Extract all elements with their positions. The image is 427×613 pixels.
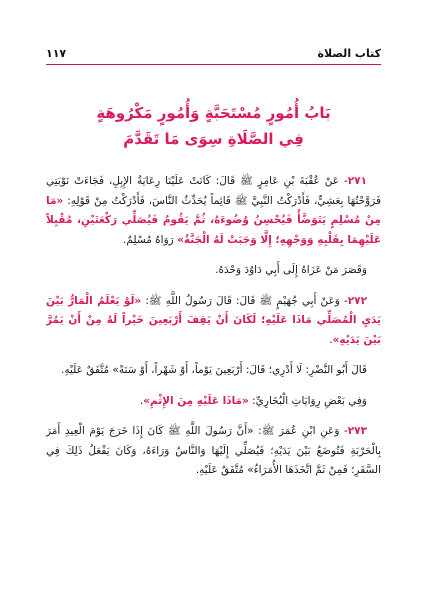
hadith-source: رَوَاهُ مُسْلِمٌ. <box>123 233 178 246</box>
page-body <box>46 172 381 593</box>
hadith-quote: «لَوْ يَعْلَمُ الْمَارُّ بَيْنَ يَدَيِ الْمُصَلِّي مَاذَا عَلَيْهِ؛ لَكَانَ أَنْ يَقِفَ أَرْبَعِينَ خَيْراً لَهُ مِنْ أَنْ يَمُرَّ بَيْنَ يَدَيْهِ» <box>46 294 381 346</box>
note-intro: وَفِي بَعْضِ رِوَايَاتِ الْبُخَارِيِّ: <box>248 394 367 407</box>
hadith-272 <box>46 292 381 351</box>
hadith-source: . <box>329 333 333 346</box>
hadith-271 <box>46 172 381 250</box>
note-271: وَقَصَرَ مَنْ عَزَاهُ إِلَى أَبِي دَاوُدَ وَحْدَهُ. <box>215 264 367 276</box>
hadith-quote: «مَا مِنْ مُسْلِمٍ يَتَوَضَّأُ فَيُحْسِنُ وُضُوءَهُ، ثُمَّ يَقُومُ فَيُصَلِّي رَكْعَتَيْنِ، مُقْبِلاً عَلَيْهِمَا بِقَلْبِهِ وَوَجْهِهِ؛ إِلَّا وَجَبَتْ لَهُ الْجَنَّةُ» <box>46 194 381 246</box>
heading-line-1: بَابُ أُمُورٍ مُسْتَحَبَّةٍ وَأُمُورٍ مَكْرُوهَةٍ <box>96 104 331 122</box>
page-number: ١١٧ <box>46 47 67 60</box>
hadith-number: ٢٧٣ <box>347 425 367 437</box>
note-end: . <box>139 394 144 407</box>
heading-line-2: فِي الصَّلَاةِ سِوَى مَا تَقَدَّمَ <box>123 130 304 148</box>
hadith-text: - وَعَنِ ابْنِ عُمَرَ ﷺ: «أَنَّ رَسُولَ اللَّهِ ﷺ كَانَ إِذَا خَرَجَ يَوْمَ الْعِيدِ أَمَرَ بِالْحَرْبَةِ فَتُوضَعُ بَيْنَ يَدَيْهِ؛ فَيُصَلِّي إِلَيْهَا وَالنَّاسُ وَرَاءَهُ، وَكَانَ يَفْعَلُ ذَلِكَ فِي السَّفَرِ؛ فَمِنْ ثَمَّ اتَّخَذَهَا الأُمَرَاءُ» مُتَّفَقٌ عَلَيْهِ. <box>46 425 381 476</box>
hadith-intro: - وَعَنْ أَبِي جُهَيْمٍ ﷺ قَالَ: قَالَ رَسُولُ اللَّهِ ﷺ: <box>141 294 348 307</box>
note-272-a: قَالَ أَبُو النَّضْرِ: لَا أَدْرِي؛ قَالَ: أَرْبَعِينَ يَوْماً، أَوْ شَهْراً، أَوْ سَنَةً» مُتَّفَقٌ عَلَيْهِ. <box>61 364 367 376</box>
hadith-number: ٢٧١ <box>347 175 367 187</box>
chapter-title: كتاب الصلاة <box>317 47 381 60</box>
chapter-heading <box>46 100 381 152</box>
note-quote: «مَاذَا عَلَيْهِ مِنَ الإِثْمِ» <box>143 394 249 407</box>
page-header <box>46 38 381 60</box>
header-rule <box>46 64 381 65</box>
hadith-number: ٢٧٢ <box>347 294 367 307</box>
hadith-273 <box>46 422 381 481</box>
note-272-b <box>46 392 381 412</box>
hadith-intro: - عَنْ عُقْبَةَ بْنِ عَامِرٍ ﷺ قَالَ: كَانَتْ عَلَيْنَا رِعَايَةُ الإِبِلِ، فَجَاءَتْ نَوْبَتِي فَرَوَّحْتُهَا بِعَشِيٍّ، فَأَدْرَكْتُ النَّبِيَّ ﷺ قَائِماً يُحَدِّثُ النَّاسَ، فَأَدْرَكْتُ مِنْ قَوْلِهِ: <box>46 175 381 207</box>
